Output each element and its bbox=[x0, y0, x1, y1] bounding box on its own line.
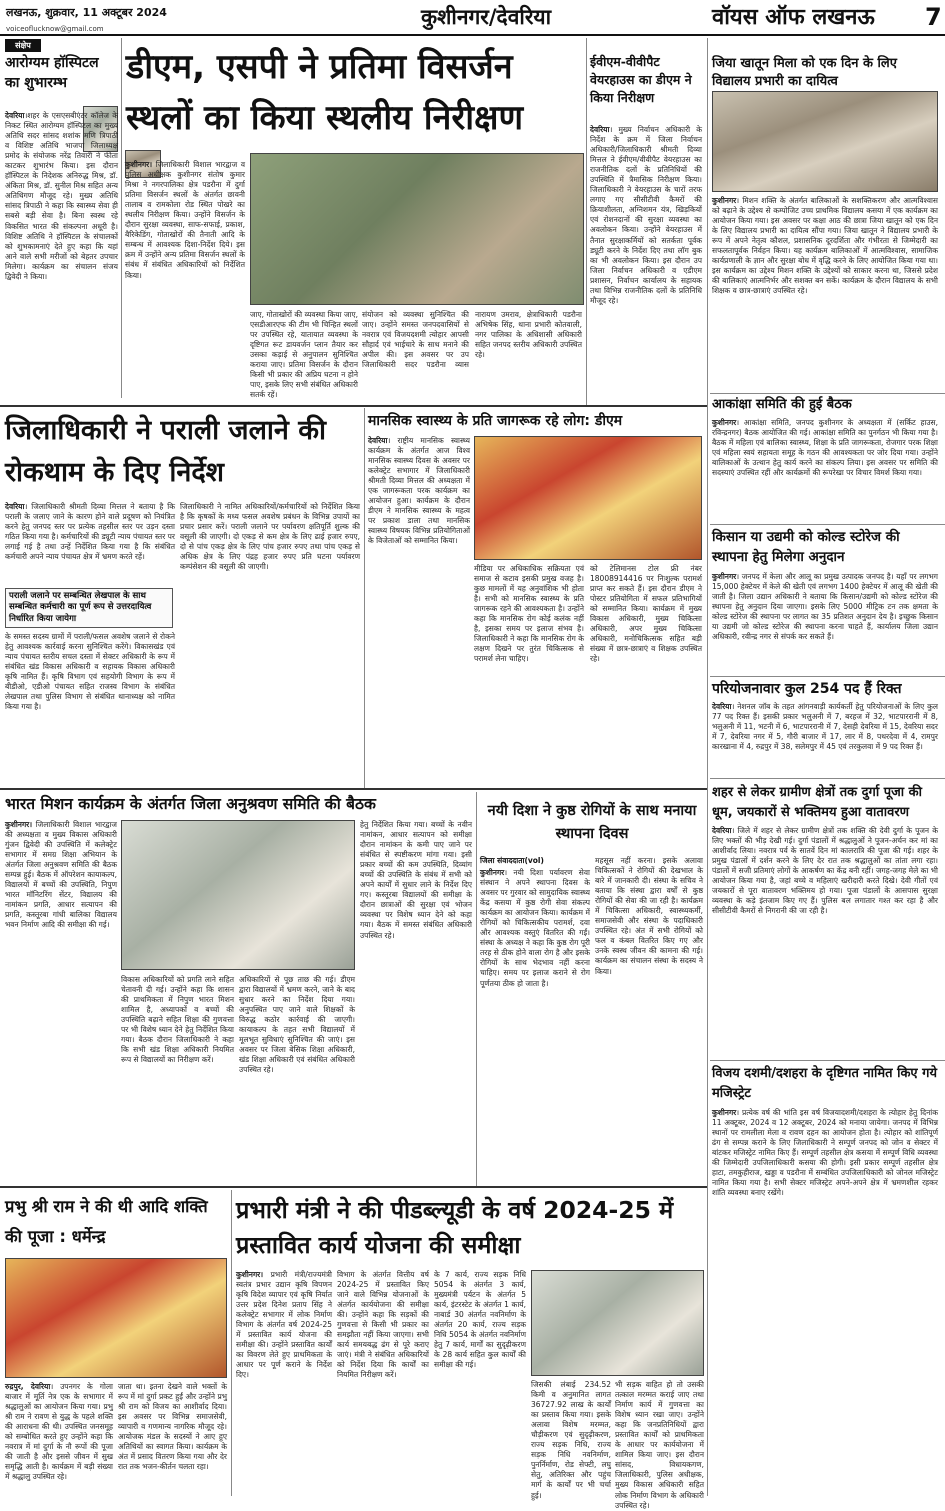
parali-col1 bbox=[5, 502, 175, 584]
jiya-body bbox=[712, 196, 938, 386]
mental-col3: को टेलिमानस टोल फ्री नंबर 18008914416 पर निःशुल्क परामर्श प्राप्त कर सकते हैं। इस दौरान डीएम ने पोस्टर प्रतियोगिता में सफल प्रतिभागियों को सम्मानित किया। कार्यक्रम में मुख्य विकास अधिकारी, मुख्य चिकित्सा अधिकारी, अपर मुख्य चिकित्सा अधिकारी, मनोचिकित्सक सहित बड़ी संख्या में छात्र-छात्राएं व शिक्षक उपस्थित रहे। bbox=[590, 564, 702, 664]
kushth-place: कुशीनगर bbox=[480, 868, 505, 877]
parali-callout: पराली जलाने पर सम्बन्धित लेखपाल के साथ सम्बन्धित कर्मचारी का पूर्ण रूप से उत्तरदायित्व निर्धारित किया जायेगा bbox=[5, 588, 173, 628]
pwd-place: कुशीनगर। bbox=[236, 1270, 264, 1279]
kushth-byline: जिला संवाददाता(vol) bbox=[480, 856, 544, 865]
akanksha-body bbox=[712, 418, 938, 521]
mission-col4: हेतु निर्देशित किया गया। बच्चों के नवीन नामांकन, आधार सत्यापन को समीक्षा दौरान नामांकन के कमी पाए जाने पर संबंधित से स्पष्टीकरण मांगा गया। इसी प्रकार बच्चों की कम उपस्थिति, दिव्यांग बच्चों की उपस्थिति के संबंध में सभी को अपने कार्यों में सुधार लाने के निर्देश दिए गए। कस्तूरबा विद्यालयों की समीक्षा के दौरान छात्राओं की सुरक्षा एवं भोजन व्यवस्था पर विशेष ध्यान देने को कहा गया। बैठक में समस्त संबंधित अधिकारी उपस्थित रहे। bbox=[360, 820, 472, 940]
kisan-place: कुशीनगर bbox=[712, 572, 737, 581]
kushth-headline: नयी दिशा ने कुष्ठ रोगियों के साथ मनाया स्थापना दिवस bbox=[487, 803, 697, 843]
akanksha-text: । आकांक्षा समिति, जनपद कुशीनगर के अध्यक्षता में (सर्किट हाउस, रविन्द्रनगर) बैठक आयोजित की गई। आकांक्षा समिति का पुनर्गठन भी किया गया है। बैठक में महिला एवं बालिका स्वास्थ्य, शिक्षा के प्रति जागरूकता, रोजगार परक शिक्षा एवं महिला स्वयं सहायता समूह के गठन की आवश्यकता पर जोर दिया गया। उन्होंने बालिकाओं के उत्थान हेतु कार्य करने का संकल्प लिया। इस अवसर पर समिति की सदस्याएं उपस्थित रहीं और कार्यक्रमों की रूपरेखा पर विचार विमर्श किया गया। bbox=[712, 418, 938, 478]
section-title: कुशीनगर/देवरिया bbox=[420, 5, 552, 29]
kisan-headline: किसान या उद्यमी को कोल्ड स्टोरेज की स्थापना हेतु मिलेगा अनुदान bbox=[712, 529, 900, 565]
jiya-photo bbox=[712, 91, 938, 192]
mission-col1 bbox=[5, 820, 117, 1180]
kushth-col1 bbox=[480, 868, 590, 1180]
pariyojana-text: । नेशनल जॉब के तहत आंगनवाड़ी कार्यकर्ती हेतु परियोजनाओं के लिए कुल 77 पद रिक्त हैं। इसकी प्रकार भलुअनी में 7, बरहज में 32, भाटपाररानी में 8, भलुअनी में 11, भटनी में 6, भाटपाररानी में 7, देसही देवरिया में 15, देवरिया सदर में 7, देवरिया नगर में 5, गौरी बाजार में 17, लार में 8, पथरदेवा में 4, रामपुर कारखाना में 4, रुद्रपुर में 38, सलेमपुर में 45 एवं तरकुलवा में 9 पद रिक्त हैं। bbox=[712, 702, 938, 752]
evm-body bbox=[590, 125, 702, 397]
evm-place: देवरिया bbox=[590, 125, 610, 134]
durga-body bbox=[712, 826, 938, 1056]
pwd-photo bbox=[531, 1270, 704, 1376]
sankshep-body bbox=[5, 111, 118, 396]
parali-col1-text: । जिलाधिकारी श्रीमती दिव्या मित्तल ने बताया है कि पराली के जलाए जाने के कारण होने वाले प्रदूषण को नियंत्रित करने हेतु जनपद स्तर पर प्रत्येक तहसील स्तर पर उड़न दस्ता गठित किया गया है। कर्मचारियों की ड्यूटी न्याय पंचायत स्तर पर लगाई गई है तथा उन्हें निर्देशित किया गया है कि संबंधित कर्मचारी अपने न्याय पंचायत क्षेत्र में भ्रमण करते रहें। bbox=[5, 502, 175, 562]
pwd-col2: विभाग के अंतर्गत वित्तीय वर्ष 2024-25 में प्रस्तावित किए जाने वाले विभिन्न योजनाओं के अंतर्गत कार्ययोजना की समीक्षा की। उन्होंने कहा कि सड़कों की गुणवत्ता से किसी भी प्रकार का समझौता नहीं किया जाएगा। सभी कार्य समयबद्ध ढंग से पूरे कराए जाएं। मंत्री ने संबंधित अधिकारियों को निर्देश दिया कि कार्यों का नियमित निरीक्षण करें। bbox=[337, 1270, 429, 1380]
jiya-text: । मिशन शक्ति के अंतर्गत बालिकाओं के सशक्तिकरण और आत्मविश्वास को बढ़ाने के उद्देश्य से कम्पोजिट उच्च प्राथमिक विद्यालय कसया में एक कार्यक्रम का आयोजन किया गया। इस अवसर पर कक्षा आठ की छात्रा जिया खातून को एक दिन के लिए विद्यालय प्रभारी का दायित्व सौंपा गया। जिया खातून ने विद्यालय प्रभारी के रूप में अपने नेतृत्व कौशल, प्रशासनिक दूरदर्शिता और गंभीरता से जिम्मेदारी का सफलतापूर्वक निर्वहन किया। यह कार्यक्रम बालिकाओं में आत्मविश्वास, सामाजिक कार्यप्रणाली के ज्ञान और सुरक्षा बोध में वृद्धि करने के लिए आयोजित किया गया था। इस कार्यक्रम का उद्देश्य मिशन शक्ति के उद्देश्यों को साकार करना था, जिससे प्रदेश की बालिकाएं आत्मनिर्भर और सशक्त बन सकें। कार्यक्रम के दौरान विद्यालय के सभी शिक्षक व छात्र-छात्राएं उपस्थित रहे। bbox=[712, 196, 938, 296]
mission-col2: विकास अधिकारियों को प्रगति लाने सहित चेतावनी दी गई। उन्होंने कहा कि शासन की प्राथमिकता में निपुण भारत मिशन शामिल है, अध्यापकों व बच्चों की उपस्थिति बढ़ाने सहित शिक्षा की गुणवत्ता पर भी विशेष ध्यान देने हेतु निर्देशित किया गया। बैठक दौरान जिलाधिकारी ने कहा कि सभी खंड शिक्षा अधिकारी नियमित रूप से विद्यालयों का निरीक्षण करें। bbox=[121, 975, 234, 1065]
kushth-col1-text: । नयी दिशा पर्यावरण सेवा संस्थान ने अपने स्थापना दिवस के अवसर पर गुरवार को सामुदायिक स्वास्थ्य केंद्र कसया में कुष्ठ रोगी सेवा संकल्प कार्यक्रम का आयोजन किया। कार्यक्रम में रोगियों को चिकित्सकीय परामर्श, दवा और आवश्यक वस्तुएं वितरित की गईं। संस्था के अध्यक्ष ने कहा कि कुष्ठ रोग पूरी तरह से ठीक होने वाला रोग है और इसके रोगियों के साथ भेदभाव नहीं करना चाहिए। समय पर इलाज कराने से रोग पूर्णतया ठीक हो जाता है। bbox=[480, 868, 590, 988]
pwd-col4: जिसकी लंबाई 234.52 किमी व अनुमानित लागत 36727.92 लाख के कार्यों का प्रस्ताव किया गया। इसके अलावा विशेष मरम्मत, चौड़ीकरण एवं सुदृढ़ीकरण, राज्य सड़क निधि, राज्य सड़क निधि नवनिर्माण, पुनर्निर्माण, रोड सेफ्टी, लघु सेतु, अतिरिक्त और पहुंच मार्ग के कार्यों पर भी चर्चा हुई। bbox=[531, 1380, 611, 1500]
ram-col1-text: । उपनगर के गोला बाजार में मूर्ति नेत्र एक के सभागार में श्रद्धालुओं का आयोजन किया गया। प्रभु श्री राम ने रावण से युद्ध के पहले शक्ति की आराधना की थी। उपस्थित जनसमूह को सम्बोधित करते हुए उन्होंने कहा कि नवरात्र में मां दुर्गा के नौ रूपों की पूजा की जाती है और इससे जीवन में सुख समृद्धि आती है। कार्यक्रम में बड़ी संख्या में श्रद्धालु उपस्थित रहे। bbox=[5, 1382, 113, 1482]
evm-text: । मुख्य निर्वाचन अधिकारी के निर्देश के क्रम में जिला निर्वाचन अधिकारी/जिलाधिकारी श्रीमती दिव्या मित्तल ने ईवीएम/वीवीपैट वेयरहाउस का राजनीतिक दलों के प्रतिनिधियों की उपस्थिति में त्रैमासिक निरीक्षण किया। जिलाधिकारी ने वेयरहाउस के चारों तरफ लगाए गए सीसीटीवी कैमरों की क्रियाशीलता, अग्निशमन यंत्र, खिड़कियों एवं रोशनदानों की सुरक्षा व्यवस्था का अवलोकन किया। उन्होंने वेयरहाउस में तैनात सुरक्षाकर्मियों को सतर्कता पूर्वक ड्यूटी करने के निर्देश दिए तथा लॉग बुक का भी अवलोकन किया। इस दौरान उप जिला निर्वाचन अधिकारी व एडीएम प्रशासन, निर्वाचन कार्यालय के सहायक तथा विभिन्न राजनीतिक दलों के प्रतिनिधि मौजूद रहे। bbox=[590, 125, 702, 305]
pwd-col1-text: प्रभारी मंत्री/राज्यमंत्री स्वतंत्र प्रभार उद्यान कृषि विपणन कृषि विदेश व्यापार एवं कृषि निर्यात उत्तर प्रदेश दिनेश प्रताप सिंह ने कलेक्ट्रेट सभागार में लोक निर्माण विभाग के अंतर्गत वर्ष 2024-25 में प्रस्तावित कार्य योजना की समीक्षा की। उन्होंने प्रस्तावित कार्यों का विवरण लेते हुए प्राथमिकता के आधार पर पूर्ण कराने के निर्देश दिए। bbox=[236, 1270, 332, 1380]
dateline: लखनऊ, शुक्रवार, 11 अक्टूबर 2024 bbox=[6, 6, 167, 19]
jiya-place: कुशीनगर bbox=[712, 196, 737, 205]
pwd-headline: प्रभारी मंत्री ने की पीडब्ल्यूडी के वर्ष 2024-25 में प्रस्तावित कार्य योजना की समीक्षा bbox=[236, 1196, 674, 1260]
akanksha-place: कुशीनगर bbox=[712, 418, 737, 427]
mental-photo bbox=[474, 436, 702, 560]
mental-col2: मीडिया पर अधिकाधिक सक्रियता एवं समाज से कटाव इसकी प्रमुख वजह है। कुछ मामलों में यह अनुवांशिक भी होता है। सभी को मानसिक स्वास्थ्य के प्रति जागरूक रहने की आवश्यकता है। उन्होंने कहा कि मानसिक रोग कोई कलंक नहीं है, इसका समय पर इलाज संभव है। जिलाधिकारी ने कहा कि मानसिक रोग के लक्षण दिखने पर तुरंत चिकित्सक से परामर्श लेना चाहिए। bbox=[474, 564, 585, 664]
page-number: 7 bbox=[925, 3, 942, 31]
parali-col3: के समस्त सदस्य ग्रामों में पराली/फसल अवशेष जलाने से रोकने हेतु आवश्यक कार्रवाई करना सुनिश्चित करेंगे। विकासखंड एवं न्याय पंचायत स्तरीय सचल दस्ता में सेक्टर अधिकारी के रूप में संबंधित खंड विकास अधिकारी व सहायक विकास अधिकारी कृषि नामित हैं। कृषि विभाग एवं सहयोगी विभाग के रूप में बीडीओ, एडीओ पंचायत सहित राजस्व विभाग के संबंधित लेखपाल तथा पुलिस विभाग से संबंधित थानाध्यक्ष को नामित किया गया है। bbox=[5, 632, 175, 712]
akanksha-headline: आकांक्षा समिति की हुई बैठक bbox=[712, 397, 852, 412]
parali-place: देवरिया bbox=[5, 502, 25, 511]
pwd-col3: के 7 कार्य, राज्य सड़क निधि 5054 के अंतर्गत 3 कार्य, मुख्यमंत्री पर्यटन के अंतर्गत 5 कार्य, इंटरस्टेट के अंतर्गत 1 कार्य, नाबार्ड 30 अंतर्गत नवनिर्माण के अंतर्गत 20 कार्य, राज्य सड़क निधि 5054 के अंतर्गत नवनिर्माण हेतु 7 कार्य, मार्गों का सुदृढ़ीकरण के 28 कार्य सहित कुल कार्यों की समीक्षा की गई। bbox=[434, 1270, 526, 1370]
lead-headline: डीएम, एसपी ने प्रतिमा विसर्जन स्थलों का किया स्थलीय निरीक्षण bbox=[126, 47, 524, 138]
lead-place: कुशीनगर। bbox=[125, 160, 153, 169]
sankshep-place: देवरिया bbox=[5, 111, 25, 120]
parali-col2: जिलाधिकारी ने नामित अधिकारियों/कर्मचारियों को निर्देशित किया है कि कृषकों के मध्य फसल अवशेष प्रबंधन के विभिन्न उपायों का प्रचार प्रसार करें। पराली जलाने पर पर्यावरण क्षतिपूर्ति शुल्क की वसूली की जाएगी। दो एकड़ से कम क्षेत्र के लिए ढाई हजार रुपए, दो से पांच एकड़ क्षेत्र के लिए पांच हजार रुपए तथा पांच एकड़ से अधिक क्षेत्र के लिए पंद्रह हजार रुपए प्रति घटना पर्यावरण कम्पंसेशन की वसूली की जाएगी। bbox=[180, 502, 360, 572]
mission-place: कुशीनगर। bbox=[5, 820, 33, 829]
ram-headline: प्रभु श्री राम ने की थी आदि शक्ति की पूजा : धर्मेन्द्र bbox=[5, 1197, 208, 1246]
vijay-body bbox=[712, 1108, 938, 1493]
pwd-col1 bbox=[236, 1270, 332, 1494]
vijay-headline: विजय दशमी/दशहरा के दृष्टिगत नामित किए गये मजिस्ट्रेट bbox=[712, 1066, 938, 1101]
mental-col1 bbox=[368, 436, 470, 782]
lead-col3: संयोजन को व्यवस्था सुनिश्चित की जाए। उन्होंने समस्त जनपदवासियों से नवरात्र एवं विजयदशमी त्योहार आपसी सौहार्द एवं भाईचारे के साथ मनाने की अपील की। इस अवसर पर उप जिलाधिकारी सदर पडरौना व्यास नारायण उमराव, क्षेत्राधिकारी पडरौना अभिषेक सिंह, थाना प्रभारी कोतवाली, नगर पालिका के अधिशासी अधिकारी सहित जनपद स्तरीय अधिकारी उपस्थित रहे। bbox=[362, 310, 582, 370]
ram-place: रुद्रपुर, देवरिया bbox=[5, 1382, 51, 1391]
mental-place: देवरिया bbox=[368, 436, 388, 445]
mental-headline: मानसिक स्वास्थ्य के प्रति जागरूक रहे लोग: डीएम bbox=[368, 413, 623, 429]
ram-col2: जाता था। इतना देखने वाले भक्तों के रूप में मां दुर्गा प्रकट हुईं और उन्होंने प्रभु श्री राम को विजय का आशीर्वाद दिया। इस अवसर पर विभिन्न समाजसेवी, व्यापारी व गणमान्य नागरिक मौजूद रहे। आयोजक मंडल के सदस्यों ने आए हुए अतिथियों का स्वागत किया। कार्यक्रम के अंत में प्रसाद वितरण किया गया और देर रात तक भजन-कीर्तन चलता रहा। bbox=[118, 1382, 227, 1472]
parali-headline: जिलाधिकारी ने पराली जलाने की रोकथाम के दिए निर्देश bbox=[5, 415, 326, 488]
lead-col2: जाए, गोताखोरों की व्यवस्था किया जाए, एसडीआरएफ की टीम भी चिन्हित स्थलों पर उपस्थित रहे, यातायात व्यवस्था के दृष्टिगत रूट डायवर्जन प्लान तैयार कर उसका कड़ाई से अनुपालन सुनिश्चित कराया जाए। प्रतिमा विसर्जन के दौरान किसी भी प्रकार की अप्रिय घटना न होने पाए, इसके लिए सभी संबंधित अधिकारी सतर्क रहें। bbox=[250, 310, 358, 400]
lead-col1-text: जिलाधिकारी विशाल भारद्वाज व पुलिस अधीक्षक कुशीनगर संतोष कुमार मिश्रा ने नगरपालिका क्षेत्र पडरौना में दुर्गा प्रतिमा विसर्जन स्थलों के अंतर्गत छावनी तालाब व रामकोला रोड स्थित पोखरे का स्थलीय निरीक्षण किया। उन्होंने विसर्जन के दौरान सुरक्षा व्यवस्था, साफ-सफाई, प्रकाश, बैरिकेडिंग, गोताखोरों की तैनाती आदि के सम्बन्ध में आवश्यक दिशा-निर्देश दिये। इस क्रम में उन्होंने अन्य प्रतिमा विसर्जन स्थलों के संबंध में संबंधित अधिकारियों को निर्देशित किया। bbox=[125, 160, 246, 280]
durga-text: । जिले में शहर से लेकर ग्रामीण क्षेत्रों तक शक्ति की देवी दुर्गा के पूजन के लिए भक्तों की भीड़ देखी गई। दुर्गा पंडालों में श्रद्धालुओं ने पूजन-अर्चन कर मां का आशीर्वाद लिया। नवरात्र पर्व के सातवें दिन मां कालरात्रि की पूजा की गई। शहर के प्रमुख पंडालों में दर्शन करने के लिए देर रात तक श्रद्धालुओं का तांता लगा रहा। पंडालों में सजी प्रतिमाएं लोगों के आकर्षण का केंद्र बनी रहीं। जगह-जगह मेले का भी आयोजन किया गया है, जहां बच्चे व महिलाएं खरीदारी करते दिखे। देवी गीतों एवं जयकारों से पूरा वातावरण भक्तिमय हो गया। पूजा पंडालों के आसपास सुरक्षा व्यवस्था के कड़े इंतजाम किए गए हैं। पुलिस बल लगातार गश्त कर रहा है और सीसीटीवी कैमरों से निगरानी की जा रही है। bbox=[712, 826, 938, 916]
durga-place: देवरिया bbox=[712, 826, 732, 835]
email: voiceoflucknow@gmail.com bbox=[6, 25, 104, 33]
lead-col1 bbox=[125, 160, 245, 396]
pariyojana-place: देवरिया bbox=[712, 702, 732, 711]
logo: वॉयस ऑफ लखनऊ bbox=[712, 4, 875, 30]
jiya-headline: जिया खातून मिला को एक दिन के लिए विद्यालय प्रभारी का दायित्व bbox=[712, 56, 897, 89]
sankshep-tag: संक्षेप bbox=[5, 39, 41, 52]
ram-photo bbox=[5, 1258, 227, 1378]
sankshep-headline: आरोग्यम हॉस्पिटल का शुभारम्भ bbox=[5, 55, 99, 91]
vijay-place: कुशीनगर bbox=[712, 1108, 737, 1117]
sankshep-text: ।शहर के एसएसबीएंटर कॉलेज के निकट स्थित आरोग्यम हॉस्पिटल का मुख्य अतिथि सदर सांसद शशांक मणि त्रिपाठी व विशिष्ट अतिथि भाजपा जिलाध्यक्ष प्रमोद के संयोजक नरेंद्र तिवारी ने फीता काटकर शुभारंभ किया। इस दौरान हॉस्पिटल के निदेशक अनिरुद्ध मिश्र, डॉ. अंकिता मिश्र, डॉ. सुनील मिश्र सहित अन्य अतिथिगण मौजूद रहे। मुख्य अतिथि सांसद त्रिपाठी ने कहा कि स्वास्थ्य सेवा ही सबसे बड़ी सेवा है। बिना स्वस्थ रहे विकसित भारत की संकल्पना अधूरी है। विशिष्ट अतिथि ने हॉस्पिटल के संचालकों को शुभकामनाएं देते हुए कहा कि यहां आने वाले सभी मरीजों को बेहतर उपचार मिलेगा। कार्यक्रम का संचालन संजय द्विवेदी ने किया। bbox=[5, 111, 118, 281]
vijay-text: । प्रत्येक वर्ष की भांति इस वर्ष विजयादशमी/दशहरा के त्योहार हेतु दिनांक 11 अक्टूबर, 2024 व 12 अक्टूबर, 2024 को मनाया जायेगा। जनपद में विभिन्न स्थानों पर रामलीला मेला व रावण दहन का आयोजन होता है। त्योहार को शांतिपूर्ण ढंग से सम्पन्न कराने के लिए जिलाधिकारी ने सम्पूर्ण जनपद को जोन व सेक्टर में बांटकर मजिस्ट्रेट नामित किए हैं। सम्पूर्ण तहसील क्षेत्र कसया में सम्पूर्ण विधि व्यवस्था की जिम्मेदारी उपजिलाधिकारी कसया की होगी। इसी प्रकार सम्पूर्ण तहसील क्षेत्र हाटा, तमकुहीराज, खड्डा व पडरौना में सम्बंधित उपजिलाधिकारी को जोनल मजिस्ट्रेट नामित किया गया है। सभी सेक्टर मजिस्ट्रेट अपने-अपने क्षेत्र में भ्रमणशील रहकर शांति व्यवस्था बनाए रखेंगे। bbox=[712, 1108, 938, 1198]
pariyojana-headline: परियोजनावार कुल 254 पद हैं रिक्त bbox=[712, 681, 902, 697]
kisan-text: । जनपद में केला और आलू का प्रमुख उत्पादक जनपद है। यहाँ पर लगभग 15,000 हेक्टेयर में केले की खेती एवं लगभग 1400 हेक्टेयर में आलू की खेती की जाती है। जिला उद्यान अधिकारी ने बताया कि किसान/उद्यमी को कोल्ड स्टोरेज की स्थापना हेतु अनुदान दिया जाएगा। इसके लिए 5000 मीट्रिक टन तक क्षमता के कोल्ड स्टोरेज की स्थापना पर लागत का 35 प्रतिशत अनुदान देय है। इच्छुक किसान या उद्यमी जो कोल्ड स्टोरेज की स्थापना करना चाहते हैं, कार्यालय जिला उद्यान अधिकारी, रवीन्द्र नगर से संपर्क कर सकते हैं। bbox=[712, 572, 938, 642]
durga-headline: शहर से लेकर ग्रामीण क्षेत्रों तक दुर्गा पूजा की धूम, जयकारों से भक्तिमय हुआ वातावरण bbox=[712, 785, 923, 820]
mental-col1-text: । राष्ट्रीय मानसिक स्वास्थ्य कार्यक्रम के अंतर्गत आज विश्व मानसिक स्वास्थ्य दिवस के अवसर पर कलेक्ट्रेट सभागार में जिलाधिकारी श्रीमती दिव्या मित्तल की अध्यक्षता में एक जागरूकता परक कार्यक्रम का आयोजन हुआ। कार्यक्रम के दौरान डीएम ने मानसिक स्वास्थ्य के महत्व पर प्रकाश डाला तथा मानसिक स्वास्थ्य विषयक विभिन्न प्रतियोगिताओं के विजेताओं को सम्मानित किया। bbox=[368, 436, 470, 546]
ram-col1 bbox=[5, 1382, 113, 1494]
evm-headline: ईवीएम-वीवीपैट वेयरहाउस का डीएम ने किया निरीक्षण bbox=[590, 54, 692, 106]
lead-photo bbox=[250, 153, 584, 305]
mission-headline: भारत मिशन कार्यक्रम के अंतर्गत जिला अनुश्रवण समिति की बैठक bbox=[5, 795, 376, 813]
kushth-col2: महसूस नहीं करना। इसके अलावा चिकित्सकों ने रोगियों की देखभाल के बारे में जानकारी दी। संस्था के सचिव ने बताया कि संस्था द्वारा वर्षों से कुष्ठ रोगियों की सेवा की जा रही है। कार्यक्रम में चिकित्सा अधिकारी, स्वास्थ्यकर्मी, समाजसेवी और संस्था के पदाधिकारी उपस्थित रहे। अंत में सभी रोगियों को फल व कंबल वितरित किए गए और उनके स्वस्थ जीवन की कामना की गई। कार्यक्रम का संचालन संस्था के सदस्य ने किया। bbox=[595, 856, 703, 976]
pwd-col5: भी सड़क वाहित हो तो उसकी तत्काल मरम्मत कराई जाए तथा निर्माण कार्य में गुणवत्ता का विशेष ध्यान रखा जाए। उन्होंने कहा कि जनप्रतिनिधियों द्वारा प्रस्तावित कार्यों को प्राथमिकता के आधार पर कार्ययोजना में शामिल किया जाए। इस दौरान सांसद, विधायकगण, जिलाधिकारी, पुलिस अधीक्षक, मुख्य विकास अधिकारी सहित लोक निर्माण विभाग के अधिकारी उपस्थित रहे। bbox=[615, 1380, 704, 1510]
mission-col1-text: जिलाधिकारी विशाल भारद्वाज की अध्यक्षता व मुख्य विकास अधिकारी गुंजन द्विवेदी की उपस्थिति में कलेक्ट्रेट सभागार में समग्र शिक्षा अभियान के अंतर्गत जिला अनुश्रवण समिति की बैठक सम्पन्न हुई। बैठक में ऑपरेशन कायाकल्प, विद्यालयों में बच्चों की उपस्थिति, निपुण भारत मॉनिटरिंग सेंटर, विद्यालय की नामांकन प्रगति, आधार सत्यापन की प्रगति, कस्तूरबा गांधी बालिका विद्यालय भवन निर्माण आदि की समीक्षा की गई। bbox=[5, 820, 117, 930]
mission-col3: अधिकारियों से पूछ ताछ की गई। डीएम द्वारा विद्यालयों में भ्रमण करने, जाने के बाद सुधार करने का निर्देश दिया गया। अनुपस्थित पाए जाने वाले शिक्षकों के विरुद्ध कठोर कार्रवाई की जाएगी। कायाकल्प के तहत सभी विद्यालयों में मूलभूत सुविधाएं सुनिश्चित की जाएं। इस अवसर पर जिला बेसिक शिक्षा अधिकारी, खंड शिक्षा अधिकारी एवं संबंधित अधिकारी उपस्थित रहे। bbox=[239, 975, 355, 1075]
pariyojana-body bbox=[712, 702, 938, 774]
kisan-body bbox=[712, 572, 938, 672]
mission-photo bbox=[121, 820, 355, 970]
